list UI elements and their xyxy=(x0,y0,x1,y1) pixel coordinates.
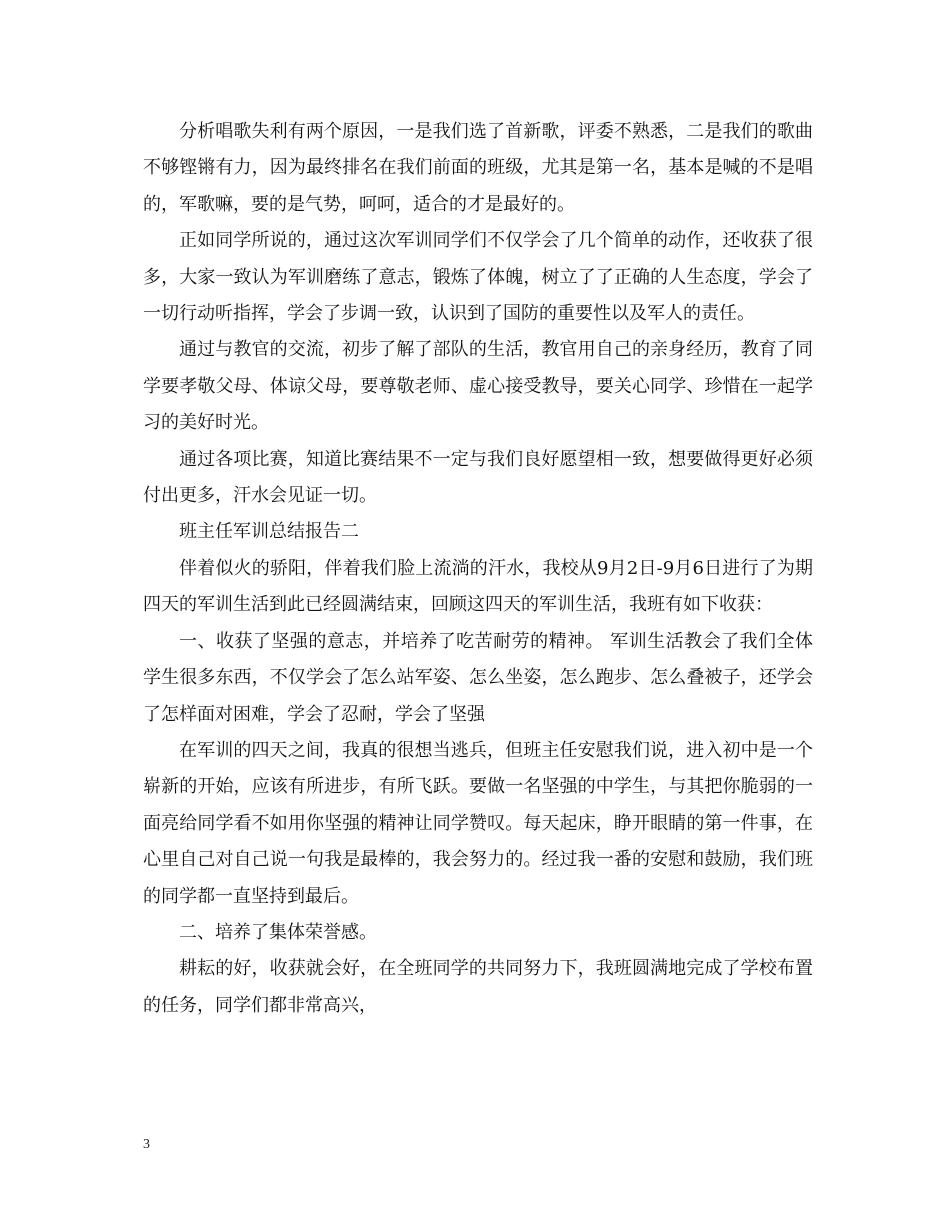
paragraph-7: 在军训的四天之间，我真的很想当逃兵，但班主任安慰我们说，进入初中是一个崭新的开始，应该有所进步，有所飞跃。要做一名坚强的中学生，与其把你脆弱的一面亮给同学看不如用你坚强的精神让同学赞叹。每天起床，睁开眼睛的第一件事，在心里自己对自己说一句我是最棒的，我会努力的。经过我一番的安慰和鼓励，我们班的同学都一直坚持到最后。 xyxy=(143,739,813,907)
paragraph-9: 耕耘的好，收获就会好，在全班同学的共同努力下，我班圆满地完成了学校布置的任务，同学们都非常高兴， xyxy=(143,958,813,1016)
paragraph-6: 一、收获了坚强的意志，并培养了吃苦耐劳的精神。 军训生活教会了我们全体学生很多东西，不仅学会了怎么站军姿、怎么坐姿，怎么跑步、怎么叠被子，还学会了怎样面对困难，学会了忍耐，学会了坚强 xyxy=(143,630,813,725)
paragraph-1: 分析唱歌失利有两个原因，一是我们选了首新歌，评委不熟悉，二是我们的歌曲不够铿锵有力，因为最终排名在我们前面的班级，尤其是第一名，基本是喊的不是唱的，军歌嘛，要的是气势，呵呵，适合的才是最好的。 xyxy=(143,121,813,215)
paragraph-5: 伴着似火的骄阳，伴着我们脸上流淌的汗水，我校从9月2日-9月6日进行了为期四天的军训生活到此已经圆满结束，回顾这四天的军训生活，我班有如下收获： xyxy=(143,557,813,616)
paragraph-2: 正如同学所说的，通过这次军训同学们不仅学会了几个简单的动作，还收获了很多，大家一致认为军训磨练了意志，锻炼了体魄，树立了了正确的人生态度，学会了一切行动听指挥，学会了步调一致，认识到了国防的重要性以及军人的责任。 xyxy=(143,230,813,325)
paragraph-3: 通过与教官的交流，初步了解了部队的生活，教官用自己的亲身经历，教育了同学要孝敬父母、体谅父母，要尊敬老师、虚心接受教导，要关心同学、珍惜在一起学习的美好时光。 xyxy=(143,339,813,434)
paragraph-4: 通过各项比赛，知道比赛结果不一定与我们良好愿望相一致，想要做得更好必须付出更多，汗水会见证一切。 xyxy=(143,448,813,507)
section-heading: 班主任军训总结报告二 xyxy=(179,521,359,543)
paragraph-8: 二、培养了集体荣誉感。 xyxy=(179,921,377,943)
body-text xyxy=(143,114,813,1024)
page-number: 3 xyxy=(143,1137,150,1152)
